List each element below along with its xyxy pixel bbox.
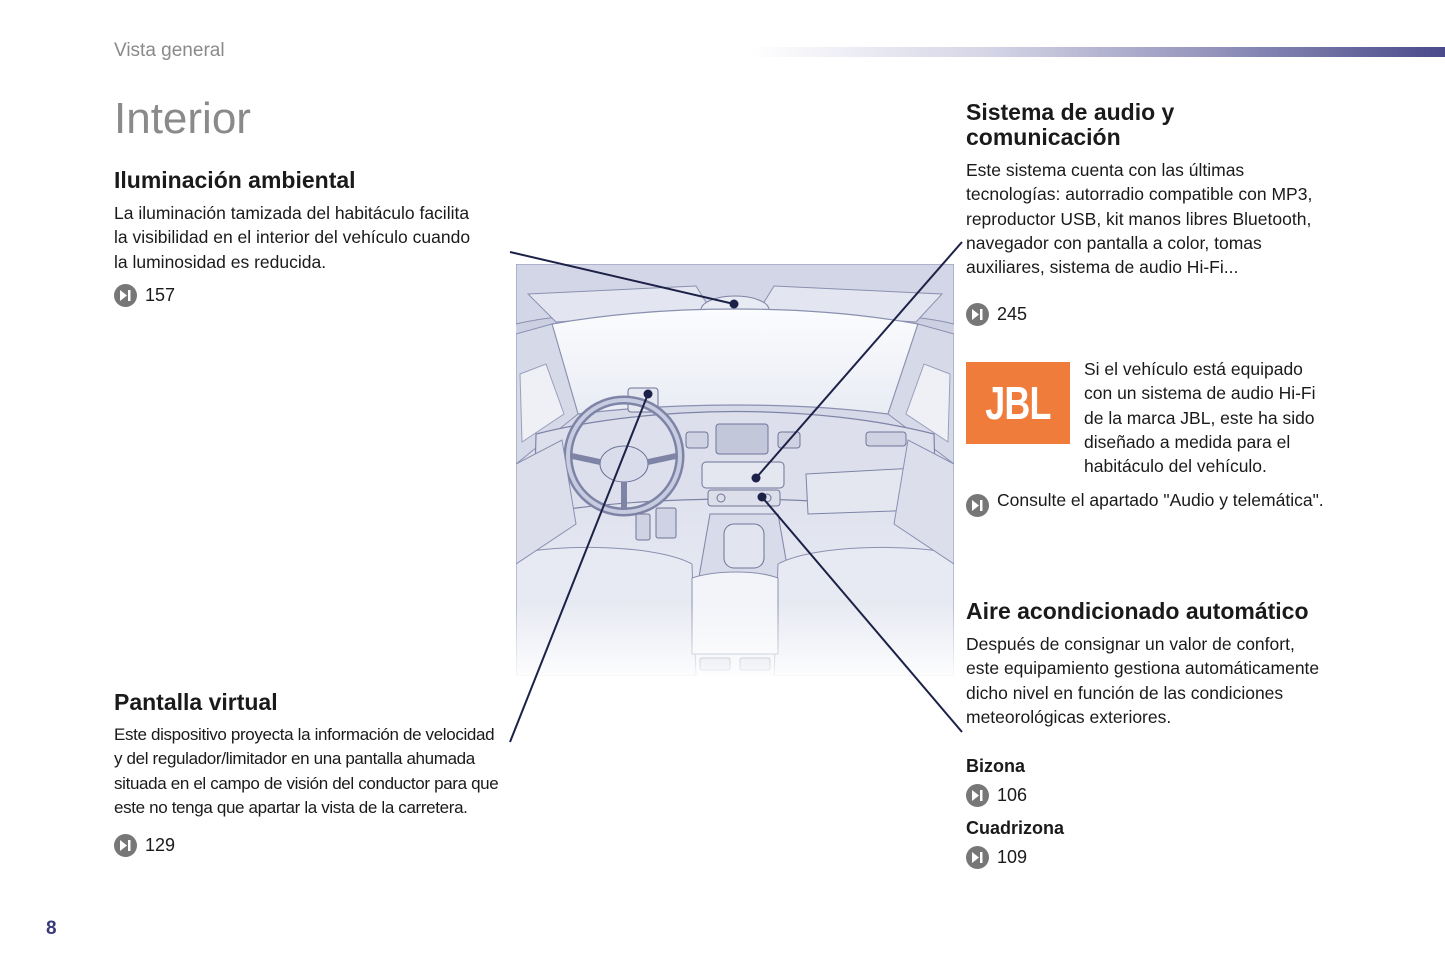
section-header: Vista general	[114, 40, 225, 61]
page-title: Interior	[114, 94, 251, 143]
header-gradient-bar	[750, 47, 1445, 57]
page-reference-icon	[966, 494, 989, 517]
text-line: Este sistema cuenta con las últimas	[966, 160, 1245, 180]
car-interior-illustration	[516, 264, 954, 676]
virtual-display-title: Pantalla virtual	[114, 689, 278, 715]
illumination-text	[114, 201, 514, 274]
page-number: 8	[46, 918, 57, 939]
illumination-title: Iluminación ambiental	[114, 167, 356, 193]
quad-zone-page-ref[interactable]	[966, 846, 1027, 869]
page-ref-number: 157	[145, 284, 176, 305]
illumination-section	[114, 168, 514, 307]
virtual-display-page-ref[interactable]	[114, 834, 514, 857]
text-line: la luminosidad es reducida.	[114, 251, 327, 272]
audio-title-line: comunicación	[966, 124, 1121, 150]
text-line: reproductor USB, kit manos libres Bluetooth,	[966, 208, 1312, 229]
text-line: Este dispositivo proyecta la información de velocidad	[114, 725, 495, 744]
jbl-text	[1084, 357, 1384, 478]
page-ref-number: 109	[997, 847, 1028, 867]
text-line: auxiliares, sistema de audio Hi-Fi...	[966, 257, 1239, 278]
text-line: dicho nivel en función de las condiciones	[966, 682, 1284, 703]
page-ref-number: 129	[145, 835, 176, 856]
page-reference-icon	[114, 834, 137, 857]
climate-section	[966, 599, 1386, 729]
text-line: este no tenga que apartar la vista de la carretera.	[114, 797, 468, 817]
text-line: la visibilidad en el interior del vehículo cuando	[114, 227, 471, 248]
text-line: Después de consignar un valor de confort,	[966, 634, 1295, 654]
audio-page-ref[interactable]	[966, 303, 1027, 326]
audio-title-line: Sistema de audio y	[966, 99, 1175, 125]
audio-telematics-ref[interactable]	[966, 490, 1324, 517]
virtual-display-section	[114, 690, 514, 857]
text-line: con un sistema de audio Hi-Fi	[1084, 383, 1316, 404]
page-ref-number: 245	[997, 304, 1028, 324]
jbl-logo	[966, 362, 1070, 444]
text-line: y del regulador/limitador en una pantalla ahumada	[114, 749, 475, 769]
text-line: tecnologías: autorradio compatible con MP3,	[966, 184, 1313, 205]
illumination-page-ref[interactable]	[114, 284, 514, 307]
page-reference-icon	[114, 284, 137, 307]
climate-text	[966, 632, 1386, 729]
audio-section	[966, 100, 1386, 279]
text-line: La iluminación tamizada del habitáculo facilita	[114, 203, 470, 223]
page-ref-number: 106	[997, 785, 1028, 805]
page-reference-icon	[966, 846, 989, 869]
see-also-text: Consulte el apartado "Audio y telemática".	[997, 490, 1324, 510]
text-line: Si el vehículo está equipado	[1084, 359, 1303, 379]
page-reference-icon	[966, 784, 989, 807]
text-line: meteorológicas exteriores.	[966, 706, 1172, 727]
text-line: diseñado a medida para el	[1084, 431, 1291, 452]
jbl-logo-text: JBL	[985, 377, 1051, 429]
text-line: situada en el campo de visión del conductor para que	[114, 773, 499, 793]
audio-text	[966, 158, 1386, 279]
audio-title	[966, 100, 1386, 150]
text-line: navegador con pantalla a color, tomas	[966, 232, 1262, 253]
climate-title: Aire acondicionado automático	[966, 598, 1309, 624]
virtual-display-text	[114, 723, 514, 820]
bizone-page-ref[interactable]	[966, 784, 1027, 807]
quad-zone-label: Cuadrizona	[966, 818, 1065, 838]
text-line: de la marca JBL, este ha sido	[1084, 407, 1315, 428]
text-line: este equipamiento gestiona automáticamente	[966, 658, 1320, 679]
page-reference-icon	[966, 303, 989, 326]
bizone-label: Bizona	[966, 756, 1026, 776]
text-line: habitáculo del vehículo.	[1084, 456, 1267, 477]
